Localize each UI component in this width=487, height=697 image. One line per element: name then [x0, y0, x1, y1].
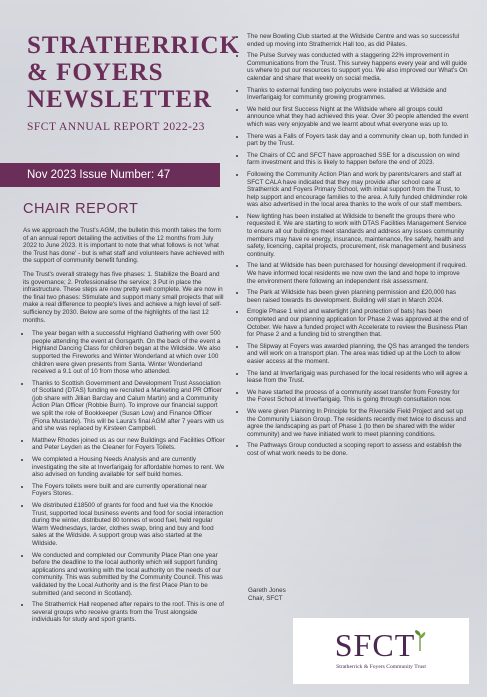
left-column [23, 227, 225, 628]
list-item: • There was a Falls of Foyers task day and a community clean up, both funded in part by the Trust. [246, 133, 470, 148]
title-line-2: & FOYERS [27, 59, 164, 86]
logo-tagline: Stratherrick & Foyers Community Trust [336, 664, 426, 670]
list-item: • The year began with a successful Highland Gathering with over 500 people attending the event at Gorsgarth. On the back of the event a Highland Dancing Class for children began at the Wildside. We also supported the Fireworks and Winter Wonderland at which over 100 children were given presents from Santa. Winter Wonderland received a 9.1 out of 10 from those who attended. [31, 330, 225, 376]
list-item: • The Pathways Group conducted a scoping report to assess and establish the cost of what work needs to be done. [246, 442, 470, 457]
masthead [27, 32, 240, 133]
newsletter-title [27, 32, 240, 113]
title-line-1: STRATHERRICK [27, 32, 240, 59]
list-item: • Errogie Phase 1 wind and watertight (and protection of bats) has been completed and our planning application for Phase 2 was approved at the end of October. We have a funded project with Accelerate to review the Business Plan for Phase 2 and a funding bid to strengthen that. [246, 308, 470, 338]
list-item: • We distributed £18500 of grants for food and fuel via the Knockie Trust, supported local business events and food for social interaction during the winter, distributed 80 tonnes of wood fuel, held regular Warm Wednesdays, larder, clothes swap, bring and buy and food sales at the Wildside. A support group was also started at the Wildside. [31, 502, 225, 548]
list-item: • The land at Inverfarigaig was purchased for the local residents who will agree a lease from the Trust. [246, 370, 470, 385]
signature-block [248, 587, 286, 602]
left-bullet-list [23, 330, 225, 624]
list-item: • Following the Community Action Plan and work by parents/carers and staff at SFCT CALA have indicated that they may provide after school care at Stratherrick and Foyers Primary School, with initial support from the Trust, to help support and encourage families to the area. A fully funded childminder role was also advertised in the local area thanks to the work of our staff members. [246, 171, 470, 209]
list-item: • We completed a Housing Needs Analysis and are currently investigating the site at Inverfarigaig for affordable homes to rent. We also advised on funding available for self build homes. [31, 456, 225, 479]
list-item: • The Park at Wildside has been given planning permission and £20,000 has been raised towards its development. Building will start in March 2024. [246, 289, 470, 304]
list-item: • Matthew Rhodes joined us as our new Buildings and Facilities Officer and Peter Leyden as the Cleaner for Foyers Toilets. [31, 437, 225, 452]
list-item: • The land at Wildside has been purchased for housing/ development if required. We have informed local residents we now own the land and hope to improve the environment there following an independent risk assessment. [246, 262, 470, 285]
section-heading: CHAIR REPORT [23, 201, 139, 217]
list-item: • We were given Planning In Principle for the Riverside Field Project and set up the Community Liaison Group. The residents recently met twice to discuss and agree the landscaping as part of Phase 1 (to then be shared with the wider community) and we have initiated work to meet planning conditions. [246, 408, 470, 438]
list-item: • We have started the process of a community asset transfer from Forestry for the Forest School at Inverfarigaig. This is going through consultation now. [246, 389, 470, 404]
list-item: • The Foyers toilets were built and are currently operational near Foyers Stores. [31, 483, 225, 498]
intro-paragraph: The Trust's overall strategy has five phases: 1. Stabilize the Board and its governance; 2. Professionalise the service; 3 Put in place the infrastructure. These steps are now pretty well complete. We are now in the final two phases: Stimulate and support many small projects that will make a real difference to people's lives and achieve a high level of self-sufficiency by 2030. Below are some of the highlights of the last 12 months. [23, 270, 224, 324]
leaf-icon [413, 630, 427, 652]
signatory-role: Chair, SFCT [248, 594, 283, 602]
title-line-3: NEWSLETTER [27, 86, 213, 113]
list-item: • The Pulse Survey was conducted with a staggering 22% improvement in Communications from the Trust. This survey happens every year and will guide us where to put our resources to support you. We also improved our What's On calendar and share that weekly on social media. [246, 52, 470, 82]
intro-paragraph: As we approach the Trust's AGM, the bulletin this month takes the form of an annual report detailing the activities of the 12 months from July 2022 to June 2023. It is important to note that what follows is not 'what the Trust has done' - but is what staff and volunteers have achieved with the support of community benefit funding. [23, 227, 224, 265]
report-subtitle: SFCT ANNUAL REPORT 2022-23 [27, 121, 205, 133]
signatory-name: Gareth Jones [248, 587, 286, 594]
list-item: • The new Bowling Club started at the Wildside Centre and was so successful ended up moving into Stratherrick Hall too, as did Pilates. [246, 33, 470, 48]
list-item: • We conducted and completed our Community Place Plan one year before the deadline to the local authority which will support funding applications and working with the local authority on the needs of our community. This was submitted by the Community Council. This was validated by the Local Authority and is the first Place Plan to be submitted (and second in Scotland). [31, 552, 225, 598]
logo-wordmark: SFCT [334, 627, 416, 663]
list-item: • The Chairs of CC and SFCT have approached SSE for a discussion on wind farm investment and this is likely to happen before the end of 2023. [246, 152, 470, 167]
sfct-logo [293, 618, 469, 684]
list-item: • The Stratherrick Hall reopened after repairs to the roof. This is one of several groups who receive grants from the Trust alongside individuals for study and sport grants. [31, 601, 225, 624]
list-item: • New lighting has been installed at Wildside to benefit the groups there who requested it. We are starting to work with DTAS Facilities Management Service to ensure all our buildings meet standards and address any issues community members may have re energy, insurance, maintenance, fire safety, health and safety, licencing, capital projects, procurement, risk management and business continuity. [246, 213, 470, 259]
list-item: • The Slipway at Foyers was awarded planning, the QS has arranged the tenders and will work on a transport plan. The area was tidied up at the Loch to allow easier access at the moment. [246, 343, 470, 366]
right-bullet-list [238, 33, 470, 458]
issue-banner [0, 163, 220, 187]
list-item: • Thanks to external funding two polycrubs were installed at Wildside and Inverfarigaig for community growing programmes. [246, 87, 470, 102]
list-item: • Thanks to Scottish Government and Development Trust Association of Scotland (DTAS) funding we recruited a Marketing and PR Officer (job share with Jillian Barclay and Calum Martin) and a Community Action Plan Officer (Robbie Burn). To improve our financial support we split the role of Bookkeeper (Susan Low) and Finance Officer (Fiona Mustarde). This will be Laura's final AGM after 7 years with us and she was replaced by Kirsteen Campbell. [31, 380, 225, 433]
list-item: • We held our first Success Night at the Wildside where all groups could announce what they had achieved this year. Over 30 people attended the event which was very enjoyable and we learnt about what everyone was up to. [246, 106, 470, 129]
issue-label: Nov 2023 Issue Number: 47 [27, 169, 171, 181]
right-column [238, 33, 470, 462]
